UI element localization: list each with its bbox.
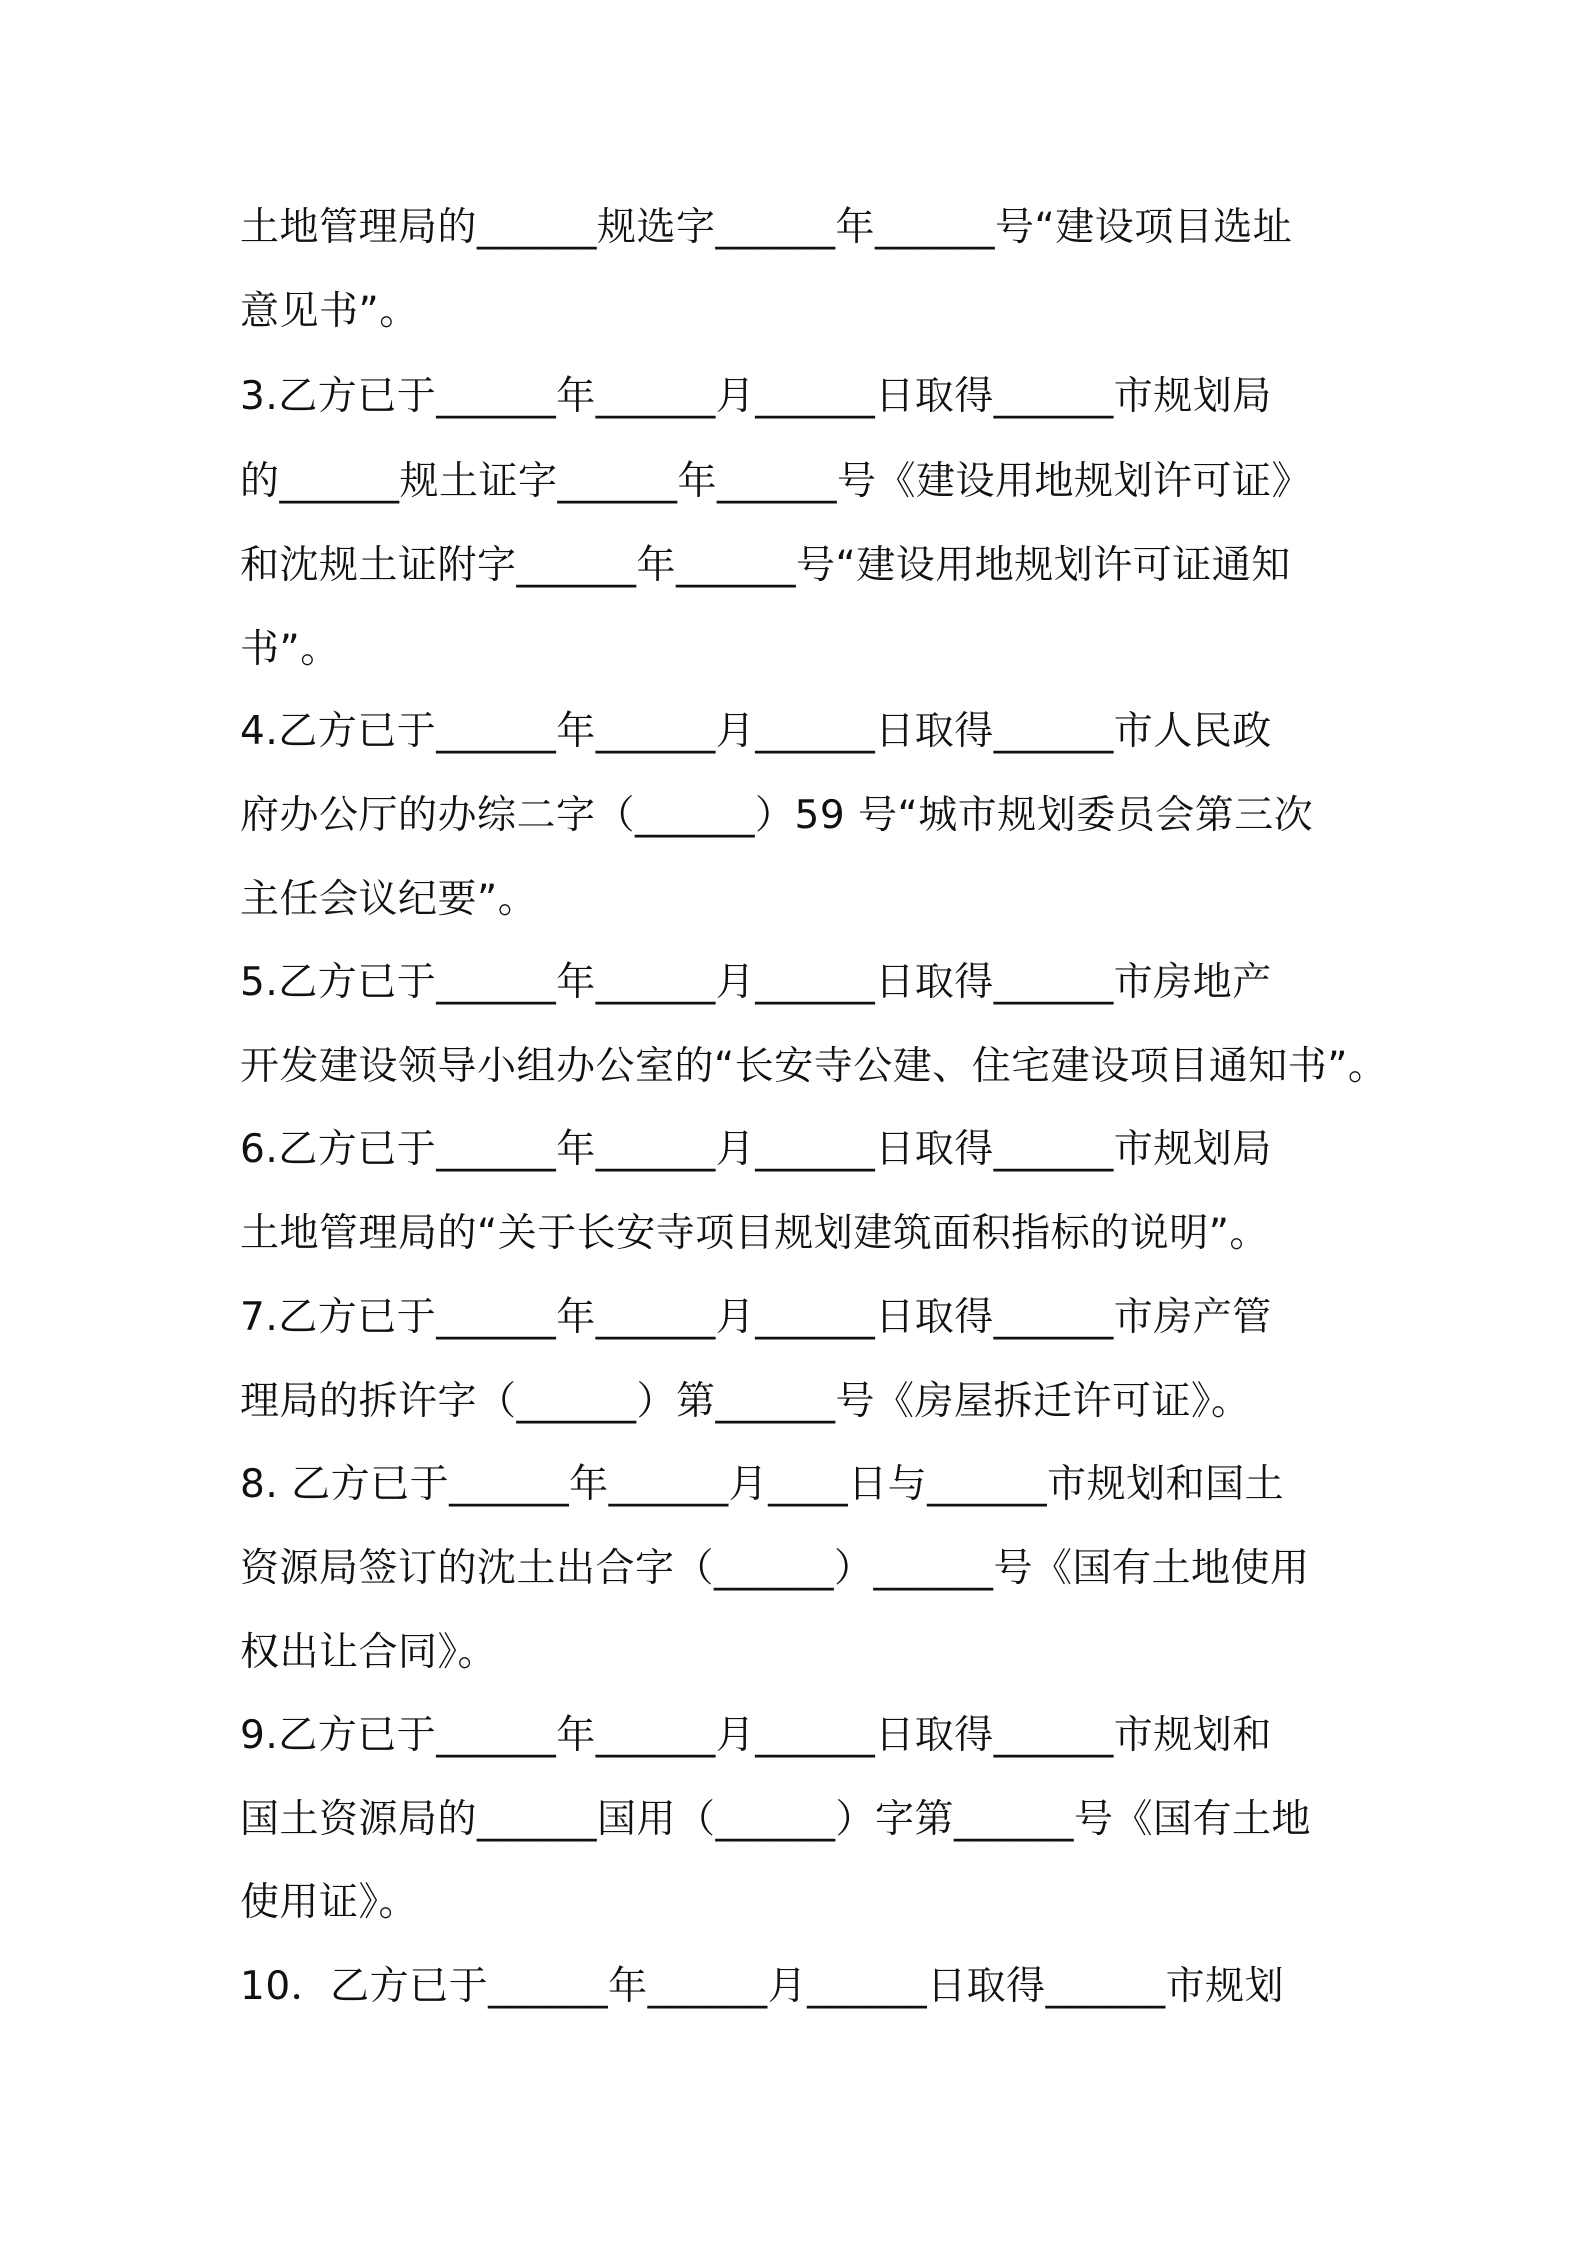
text-line: 权出让合同》。 xyxy=(240,1630,498,1675)
text-line: 6.乙方已于______年______月______日取得______市规划局 xyxy=(240,1127,1272,1172)
text-line: 书”。 xyxy=(240,627,340,672)
text-line: 5.乙方已于______年______月______日取得______市房地产 xyxy=(240,960,1272,1005)
text-line: 理局的拆许字（______）第______号《房屋拆迁许可证》。 xyxy=(240,1379,1251,1424)
text-line: 3.乙方已于______年______月______日取得______市规划局 xyxy=(240,374,1272,419)
text-line: 国土资源局的______国用（______）字第______号《国有土地 xyxy=(240,1797,1312,1842)
text-line: 资源局签订的沈土出合字（______）______号《国有土地使用 xyxy=(240,1546,1310,1591)
text-line: 的______规土证字______年______号《建设用地规划许可证》 xyxy=(240,459,1312,504)
text-line: 意见书”。 xyxy=(240,289,419,334)
text-line: 8. 乙方已于______年______月____日与______市规划和国土 xyxy=(240,1462,1285,1507)
text-line: 10．乙方已于______年______月______日取得______市规划 xyxy=(240,1964,1285,2009)
text-line: 开发建设领导小组办公室的“长安寺公建、住宅建设项目通知书”。 xyxy=(240,1044,1388,1089)
text-line: 主任会议纪要”。 xyxy=(240,877,538,922)
text-line: 9.乙方已于______年______月______日取得______市规划和 xyxy=(240,1713,1272,1758)
text-line: 土地管理局的“关于长安寺项目规划建筑面积指标的说明”。 xyxy=(240,1211,1269,1256)
text-line: 和沈规土证附字______年______号“建设用地规划许可证通知 xyxy=(240,543,1291,588)
text-line: 土地管理局的______规选字______年______号“建设项目选址 xyxy=(240,205,1293,250)
text-line: 府办公厅的办综二字（______）59 号“城市规划委员会第三次 xyxy=(240,793,1314,838)
text-line: 4.乙方已于______年______月______日取得______市人民政 xyxy=(240,709,1272,754)
text-line: 7.乙方已于______年______月______日取得______市房产管 xyxy=(240,1295,1272,1340)
text-line: 使用证》。 xyxy=(240,1880,419,1925)
